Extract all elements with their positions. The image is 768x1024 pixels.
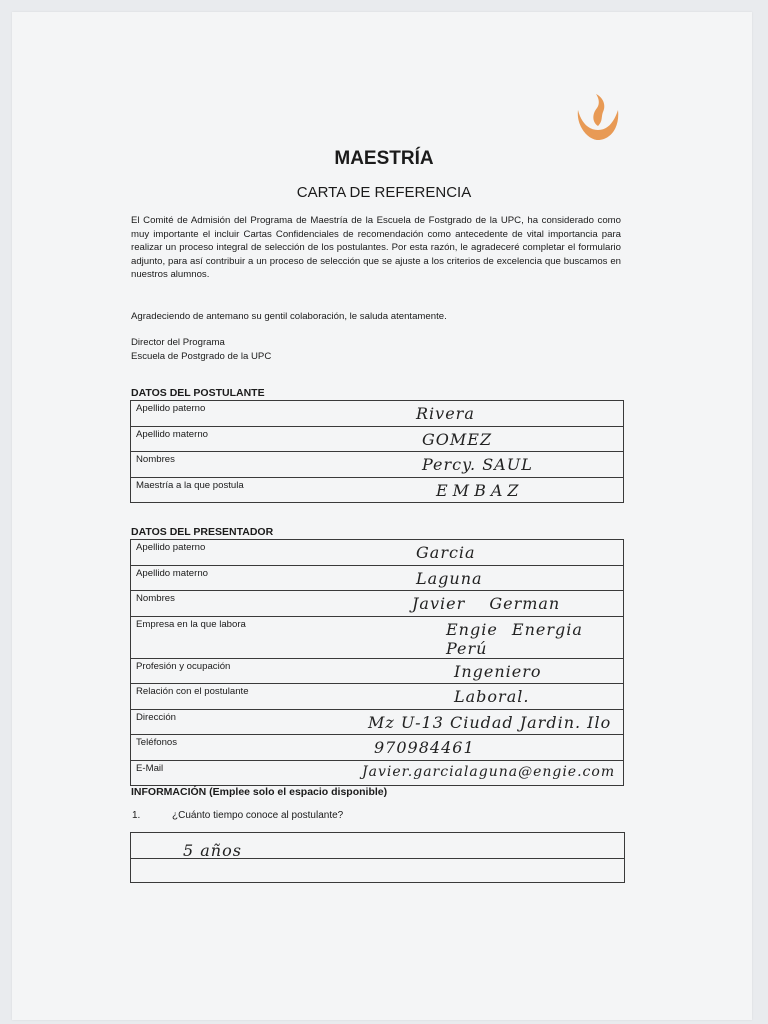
handwritten-value: Ingeniero: [454, 661, 542, 681]
handwritten-value: GOMEZ: [422, 429, 493, 449]
signature-block: [131, 336, 621, 363]
handwritten-value: Javier.garcialaguna@engie.com: [362, 763, 616, 780]
table-row: [131, 565, 624, 591]
table-row: [131, 616, 624, 658]
presentador-table: [130, 539, 624, 786]
handwritten-value: Engie Energia Perú: [446, 619, 583, 658]
table-row: [131, 684, 624, 710]
table-row: [131, 658, 624, 684]
field-label: Apellido paterno: [131, 401, 290, 427]
postulante-heading: DATOS DEL POSTULANTE: [131, 387, 265, 399]
field-label: Relación con el postulante: [131, 684, 290, 710]
handwritten-value: Rivera: [416, 404, 475, 423]
field-label: Apellido materno: [131, 426, 290, 452]
document-title: MAESTRÍA: [334, 148, 434, 169]
handwritten-value: EMBAZ: [436, 480, 524, 500]
field-label: Maestría a la que postula: [131, 477, 290, 503]
field-label: Empresa en la que labora: [131, 616, 290, 658]
handwritten-value: Mz U-13 Ciudad Jardin. Ilo: [368, 712, 612, 732]
table-row: [131, 735, 624, 761]
field-label: Nombres: [131, 452, 290, 478]
table-row: [131, 709, 624, 735]
intro-paragraph: El Comité de Admisión del Programa de Maestría de la Escuela de Fostgrado de la UPC, ha considerado como muy importante el incluir Cartas Confidenciales de recomendación como antecedente de vital importancia para realizar un proceso integral de selección de los postulantes. Por esta razón, le agradeceré completar el formulario adjunto, para así contribuir a un proceso de selección que se ajuste a los criterios de excelencia que buscamos en nuestros alumnos.: [131, 215, 621, 281]
handwritten-answer: 5 años: [183, 841, 242, 860]
table-row: [131, 591, 624, 617]
table-row: [131, 401, 624, 427]
question-text: ¿Cuánto tiempo conoce al postulante?: [172, 810, 344, 821]
handwritten-value: Javier German: [412, 594, 561, 613]
handwritten-value: Laboral.: [454, 687, 530, 706]
handwritten-value: Garcia: [416, 543, 476, 562]
table-row: [131, 760, 624, 786]
field-label: E-Mail: [131, 760, 290, 786]
answer-box: [130, 832, 625, 883]
field-label: Apellido materno: [131, 565, 290, 591]
table-row: [131, 426, 624, 452]
field-label: Teléfonos: [131, 735, 290, 761]
handwritten-value: 970984461: [374, 738, 475, 757]
thanks-line: Agradeciendo de antemano su gentil colaboración, le saluda atentamente.: [131, 311, 447, 322]
upc-flame-logo-icon: [570, 92, 626, 144]
table-row: [131, 477, 624, 503]
field-label: Profesión y ocupación: [131, 658, 290, 684]
postulante-table: [130, 400, 624, 503]
table-row: [131, 452, 624, 478]
handwritten-value: Laguna: [416, 568, 483, 588]
signature-line-2: Escuela de Postgrado de la UPC: [131, 350, 272, 362]
question-number: 1.: [132, 810, 141, 821]
field-label: Dirección: [131, 709, 290, 735]
informacion-heading: INFORMACIÓN (Emplee solo el espacio disponible): [131, 786, 388, 798]
document-subtitle: CARTA DE REFERENCIA: [296, 184, 472, 201]
presentador-heading: DATOS DEL PRESENTADOR: [131, 526, 274, 538]
table-row: [131, 540, 624, 566]
field-label: Nombres: [131, 591, 290, 617]
handwritten-value: Percy. SAUL: [422, 455, 533, 474]
signature-line-1: Director del Programa: [131, 337, 225, 348]
field-label: Apellido paterno: [131, 540, 290, 566]
answer-divider: [131, 858, 624, 859]
